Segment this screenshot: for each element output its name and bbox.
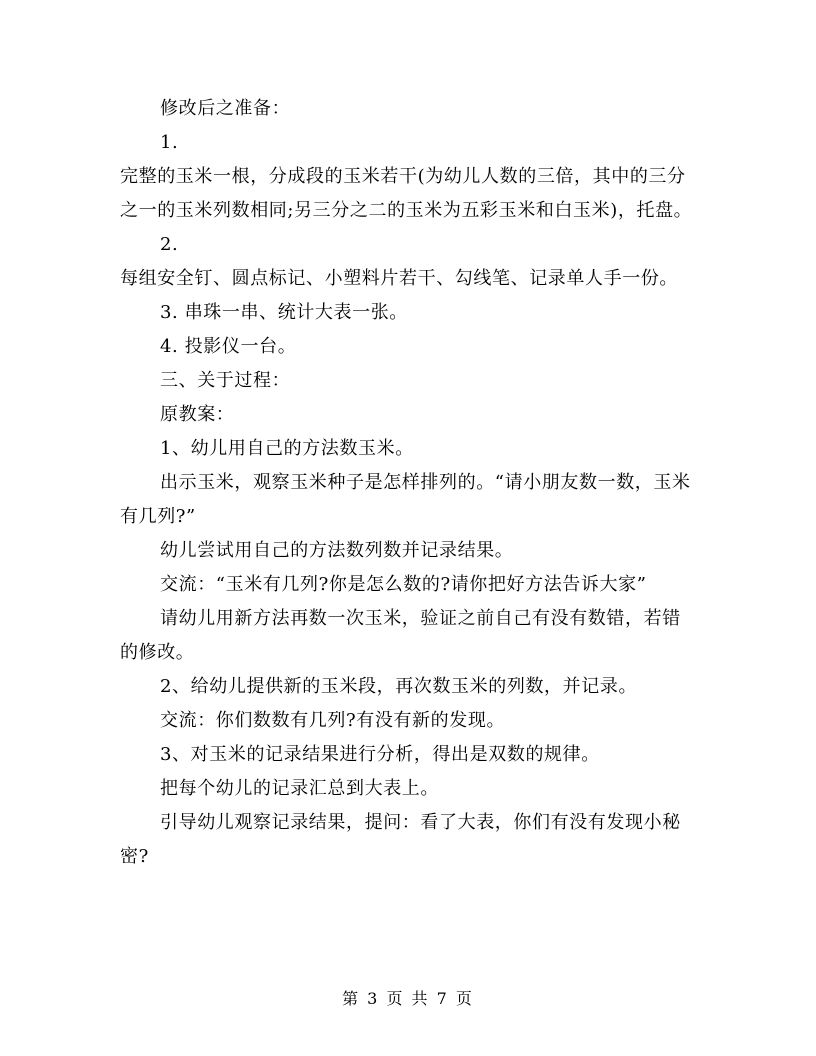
paragraph-item-2-text: 每组安全钉、圆点标记、小塑料片若干、勾线笔、记录单人手一份。 bbox=[120, 268, 678, 289]
paragraph-item-1-text: 完整的玉米一根，分成段的玉米若干(为幼儿人数的三倍，其中的三分之一的玉米列数相同;另三分之二的玉米为五彩玉米和白玉米)，托盘。 bbox=[120, 166, 693, 221]
paragraph-item-4: 4. 投影仪一台。 bbox=[160, 336, 297, 357]
paragraph-item-1-number: 1. bbox=[160, 132, 179, 153]
paragraph-step-2: 2、给幼儿提供新的玉米段，再次数玉米的列数，并记录。 bbox=[160, 676, 638, 697]
paragraph-show-corn: 出示玉米，观察玉米种子是怎样排列的。“请小朋友数一数，玉米有几列?” bbox=[120, 472, 691, 527]
page-number-footer: 第 3 页 共 7 页 bbox=[342, 989, 474, 1008]
paragraph-summarize: 把每个幼儿的记录汇总到大表上。 bbox=[160, 778, 439, 799]
paragraph-step-3: 3、对玉米的记录结果进行分析，得出是双数的规律。 bbox=[160, 744, 600, 765]
document-body bbox=[120, 92, 696, 874]
paragraph-prep-heading: 修改后之准备： bbox=[160, 98, 291, 119]
paragraph-exchange-1: 交流：“玉米有几列?你是怎么数的?请你把好方法告诉大家” bbox=[160, 574, 647, 595]
paragraph-original-plan: 原教案： bbox=[160, 404, 235, 425]
paragraph-step-1: 1、幼儿用自己的方法数玉米。 bbox=[160, 438, 414, 459]
paragraph-verify: 请幼儿用新方法再数一次玉米，验证之前自己有没有数错，若错的修改。 bbox=[120, 608, 681, 663]
paragraph-process-heading: 三、关于过程： bbox=[160, 370, 291, 391]
paragraph-item-3: 3. 串珠一串、统计大表一张。 bbox=[160, 302, 408, 323]
paragraph-guide: 引导幼儿观察记录结果，提问：看了大表，你们有没有发现小秘密? bbox=[120, 812, 681, 867]
paragraph-children-try: 幼儿尝试用自己的方法数列数并记录结果。 bbox=[160, 540, 514, 561]
paragraph-exchange-2: 交流：你们数数有几列?有没有新的发现。 bbox=[160, 710, 506, 731]
paragraph-item-2-number: 2. bbox=[160, 234, 179, 255]
